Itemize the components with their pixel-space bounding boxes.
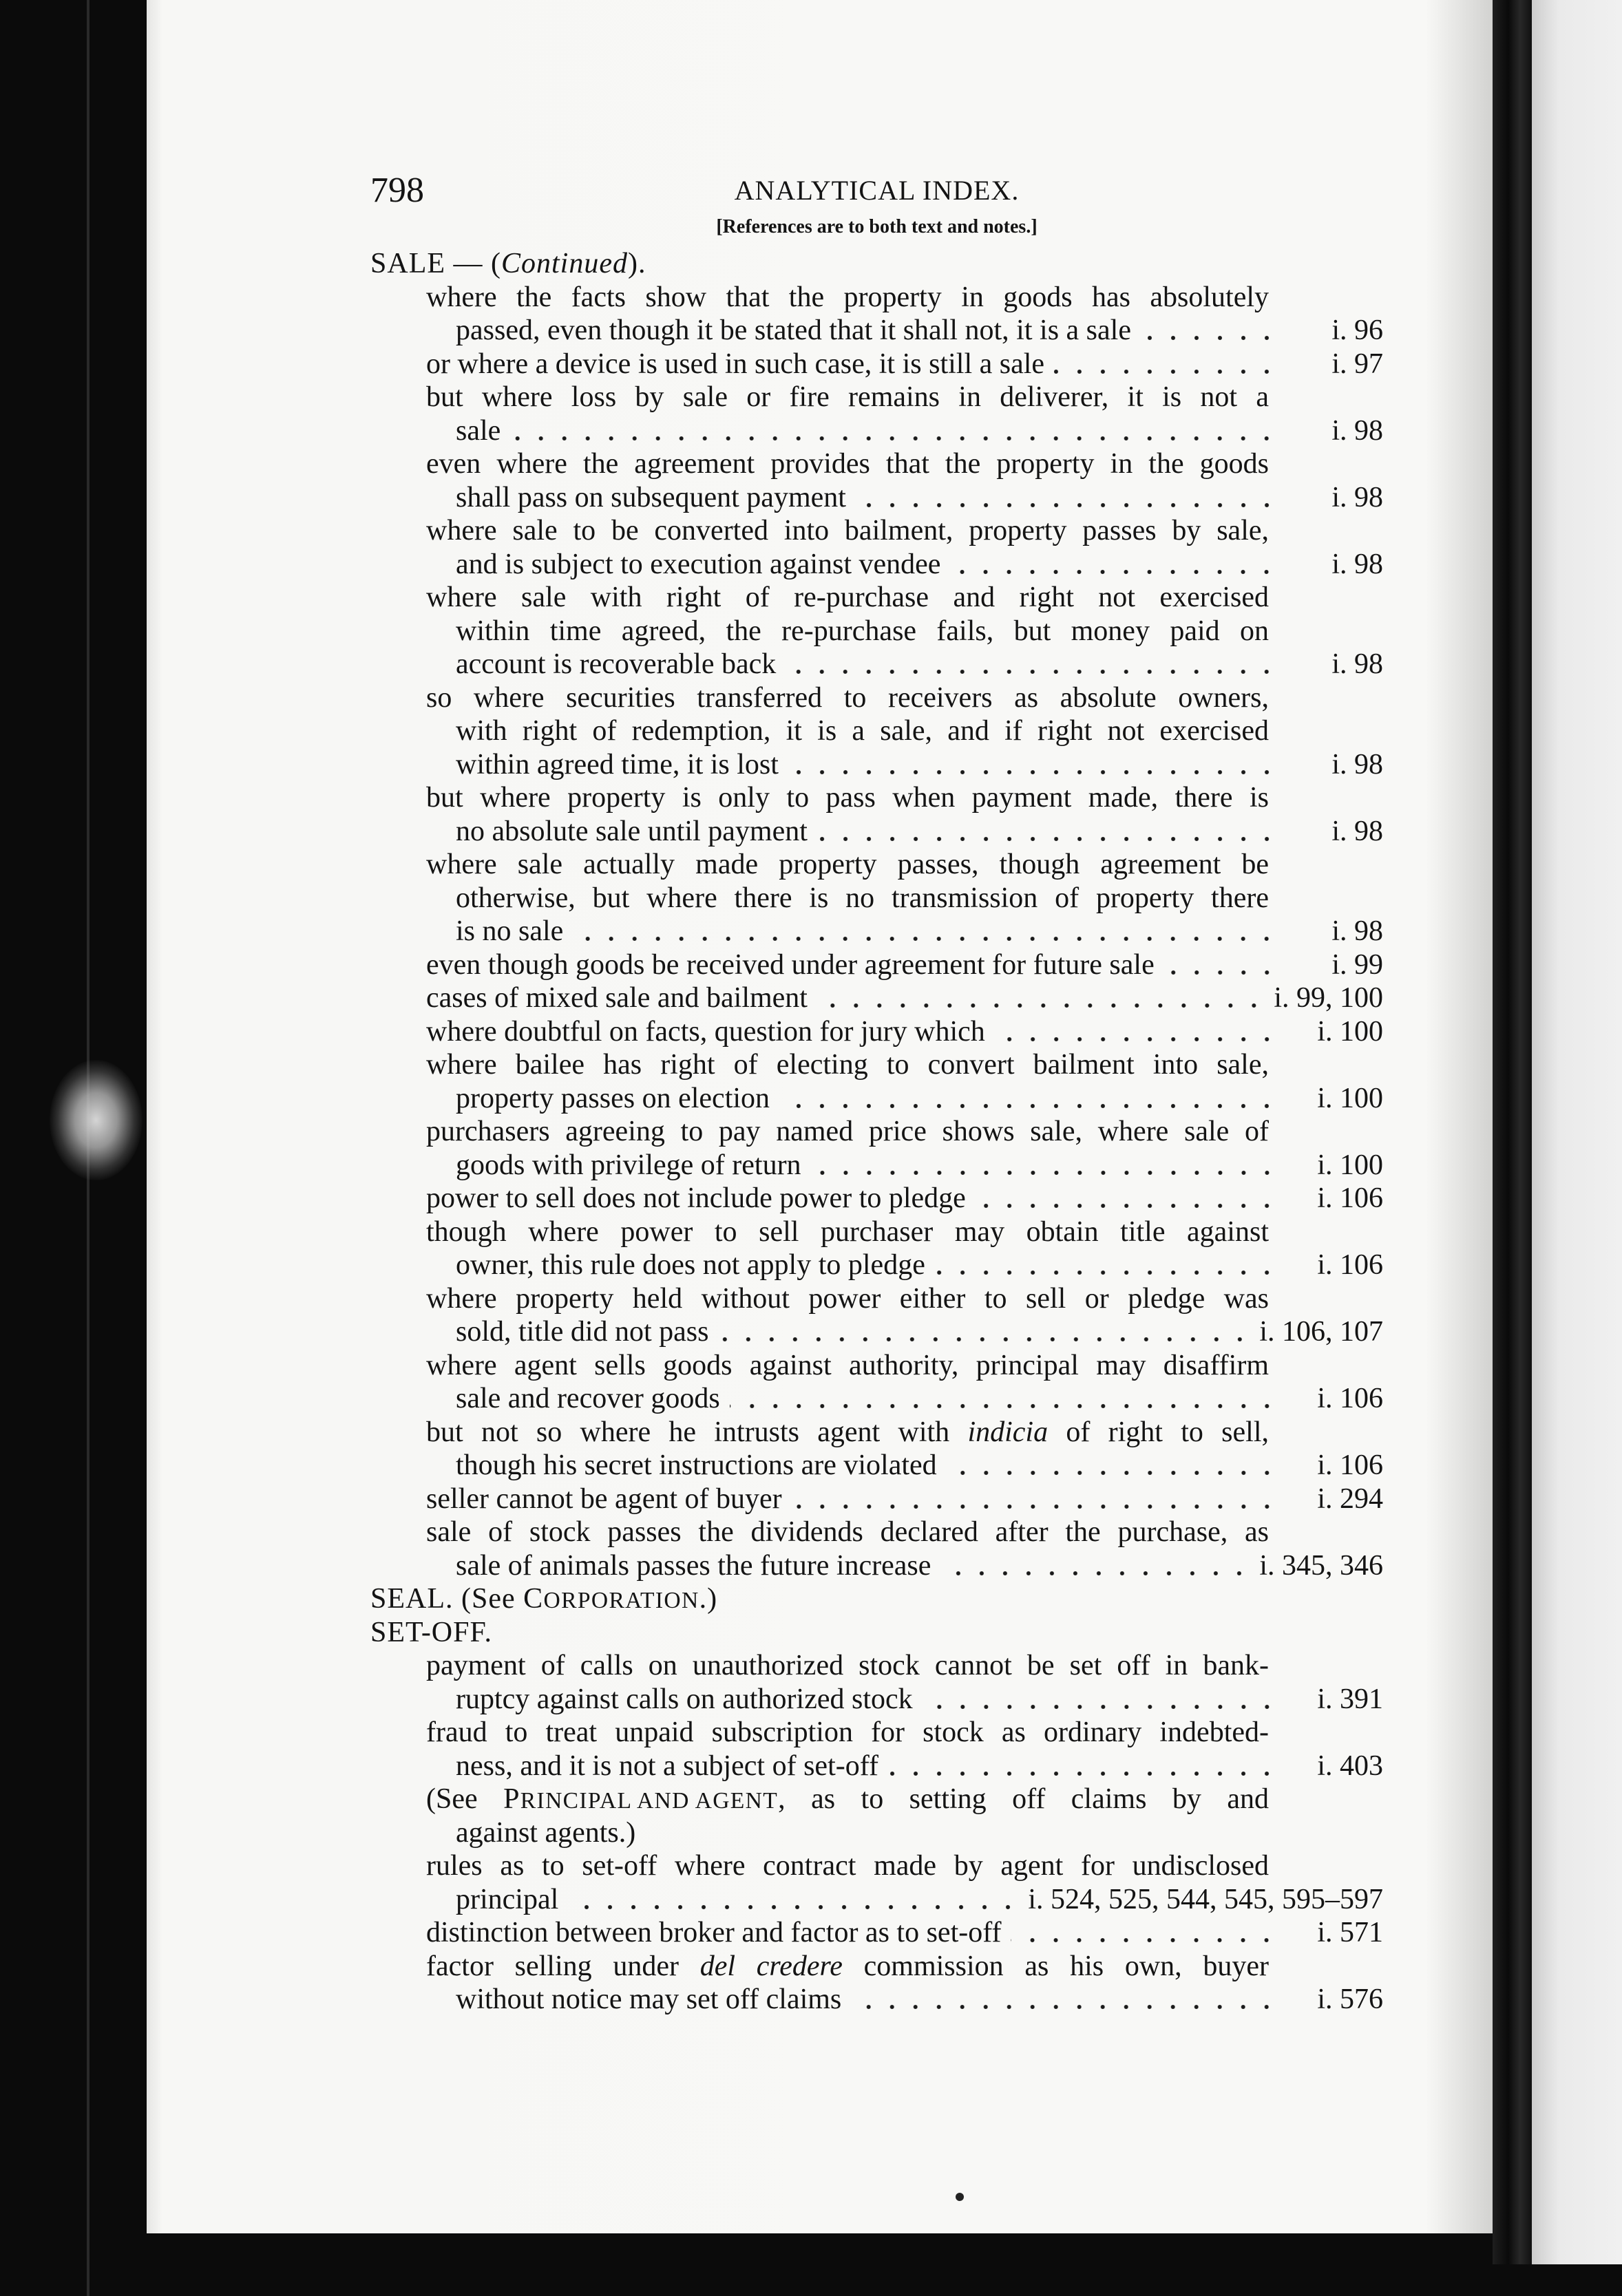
index-text: even though goods be received under agreement for future sale: [426, 948, 1155, 981]
dot-leader: [935, 1248, 1278, 1282]
index-text: within agreed time, it is lost: [456, 748, 779, 780]
index-text: fraud to treat unpaid subscription for stock as ordinary indebted-: [426, 1716, 1269, 1748]
index-entry-line: [370, 781, 1269, 815]
index-text: factor selling under: [426, 1950, 700, 1982]
entry-reference: i. 345, 346: [1259, 1549, 1383, 1582]
index-entry-line: [370, 1349, 1269, 1383]
index-heading: [370, 247, 1383, 281]
entry-text: [456, 1149, 801, 1182]
index-entry-line: [370, 281, 1269, 315]
dot-leader: [811, 1149, 1278, 1182]
entry-reference: i. 106: [1317, 1449, 1383, 1481]
entry-reference: i. 100: [1317, 1149, 1383, 1181]
index-entry-line: [370, 1015, 1383, 1049]
entry-text: [456, 414, 501, 448]
dot-leader: [995, 1015, 1278, 1049]
index-text: where the facts show that the property in goods has absolutely: [426, 281, 1269, 313]
index-text: ruptcy against calls on authorized stock: [456, 1683, 913, 1715]
index-entry-continuation: [370, 1382, 1383, 1416]
dot-leader: [1141, 314, 1278, 348]
index-text: otherwise, but where there is no transmission of property there: [456, 882, 1269, 914]
index-entry-continuation: [370, 1449, 1383, 1482]
index-text: cases of mixed sale and bailment: [426, 982, 808, 1014]
entry-text: [456, 1750, 878, 1783]
index-text: where sale actually made property passes, though agreement be: [426, 849, 1269, 880]
index-entry-line: [370, 1215, 1269, 1249]
index-entry-continuation: [370, 314, 1383, 348]
index-entry-line: [370, 1048, 1269, 1082]
index-text: property passes on election: [456, 1082, 770, 1114]
ink-speck: [956, 2193, 964, 2201]
index-entry-line: [370, 1115, 1269, 1149]
index-text: passed, even though it be stated that it shall not, it is a sale: [456, 315, 1131, 346]
index-text: sale of animals passes the future increase: [456, 1549, 931, 1582]
entry-text: [426, 1482, 782, 1516]
dot-leader: [573, 915, 1278, 948]
index-entry-continuation: [370, 615, 1269, 648]
dot-leader: [923, 1683, 1278, 1716]
entry-text: [456, 548, 940, 582]
index-entry-continuation: [370, 1883, 1383, 1917]
index-entry-line: [370, 681, 1269, 715]
dot-leader: [730, 1382, 1278, 1416]
index-text: is no sale: [456, 915, 564, 947]
index-entry-continuation: [370, 1549, 1383, 1583]
entry-text: [426, 981, 808, 1015]
index-entry-line: [370, 1916, 1383, 1950]
entry-text: [456, 748, 779, 782]
entry-text: [456, 314, 1131, 348]
entry-reference: i. 524, 525, 544, 545, 595–597: [1028, 1883, 1383, 1915]
entry-reference: i. 98: [1331, 815, 1383, 847]
index-text: though where power to sell purchaser may obtain title against: [426, 1215, 1269, 1248]
dot-leader: [888, 1750, 1278, 1783]
entry-reference: i. 97: [1331, 348, 1383, 380]
index-entry-line: [370, 447, 1269, 481]
entry-reference: i. 106, 107: [1259, 1316, 1383, 1348]
italic-text: del credere: [699, 1950, 843, 1982]
index-text: payment of calls on unauthorized stock cannot be set off in bank-: [426, 1650, 1269, 1681]
index-entry-continuation: [370, 815, 1383, 849]
index-text: ness, and it is not a subject of set-off: [456, 1750, 878, 1782]
index-text: (See: [426, 1783, 504, 1815]
entry-text: [456, 481, 846, 515]
italic-text: Continued: [501, 248, 628, 279]
entry-text: [456, 1983, 841, 2017]
entry-text: [456, 1883, 558, 1917]
index-text: where property held without power either to sell or pledge was: [426, 1282, 1269, 1315]
index-text: , as to setting off claims by and: [778, 1783, 1269, 1815]
index-text: sale of stock passes the dividends declared after the purchase, as: [426, 1516, 1269, 1548]
index-entry-line: [370, 848, 1269, 882]
entry-reference: i. 106: [1317, 1182, 1383, 1214]
dot-leader: [976, 1182, 1278, 1215]
entry-text: [426, 348, 1044, 381]
entry-reference: i. 106: [1317, 1383, 1383, 1414]
index-text: where bailee has right of electing to convert bailment into sale,: [426, 1049, 1269, 1081]
dot-leader: [792, 1482, 1278, 1516]
index-entry-continuation: [370, 1082, 1383, 1116]
entry-text: [456, 1082, 770, 1116]
index-entry-line: [370, 1783, 1269, 1816]
page-number: 798: [370, 171, 424, 210]
index-block: [370, 247, 1383, 2017]
entry-reference: i. 98: [1331, 915, 1383, 947]
reference-note: [References are to both text and notes.]: [716, 216, 1038, 237]
index-entry-line: [370, 1182, 1383, 1215]
dot-leader: [719, 1315, 1252, 1349]
index-entry-continuation: [370, 882, 1269, 915]
index-heading: [370, 1616, 1383, 1650]
index-text: sale and recover goods: [456, 1383, 720, 1414]
index-entry-continuation: [370, 1248, 1383, 1282]
entry-text: [456, 1683, 913, 1716]
index-entry-continuation: [370, 1315, 1383, 1349]
dot-leader: [1011, 1916, 1278, 1950]
index-text: even where the agreement provides that the property in the goods: [426, 448, 1269, 480]
index-text: .): [699, 1583, 718, 1615]
index-text: rules as to set-off where contract made by agent for undisclosed: [426, 1850, 1269, 1882]
italic-text: indicia: [967, 1416, 1049, 1448]
index-entry-continuation: [370, 1149, 1383, 1182]
index-text: purchasers agreeing to pay named price shows sale, where sale of: [426, 1116, 1269, 1147]
dot-leader: [1054, 348, 1278, 381]
adjacent-page-edge: [1532, 0, 1622, 2264]
entry-text: [426, 1015, 985, 1049]
index-text: within time agreed, the re-purchase fails, but money paid on: [456, 615, 1269, 647]
index-text: commission as his own, buyer: [842, 1950, 1269, 1982]
index-text: of right to sell,: [1048, 1416, 1269, 1448]
entry-text: [456, 1382, 720, 1416]
index-text: shall pass on subsequent payment: [456, 481, 846, 513]
entry-text: [426, 1182, 966, 1215]
index-entry-line: [370, 1849, 1269, 1883]
index-text: SEAL. (See: [370, 1583, 524, 1615]
dot-leader: [817, 815, 1278, 849]
index-text: distinction between broker and factor as to set-off: [426, 1917, 1002, 1948]
index-entry-line: [370, 581, 1269, 615]
entry-reference: i. 391: [1317, 1683, 1383, 1715]
index-text: SET-OFF.: [370, 1616, 492, 1648]
entry-text: [456, 648, 776, 681]
index-text: though his secret instructions are violated: [456, 1449, 937, 1481]
entry-reference: i. 98: [1331, 548, 1383, 580]
index-entry-continuation: [370, 915, 1383, 948]
index-heading: [370, 1582, 1383, 1616]
dot-leader: [947, 1449, 1278, 1482]
entry-reference: i. 571: [1317, 1917, 1383, 1948]
index-entry-continuation: [370, 1750, 1383, 1783]
index-entry-continuation: [370, 1683, 1383, 1716]
index-text: goods with privilege of return: [456, 1149, 801, 1181]
index-entry-continuation: [370, 648, 1383, 681]
dot-leader: [817, 981, 1265, 1015]
entry-reference: i. 576: [1317, 1984, 1383, 2015]
index-entry-line: [370, 948, 1383, 982]
index-entry-line: [370, 1716, 1269, 1750]
index-text: ).: [628, 248, 646, 279]
dot-leader: [856, 481, 1278, 515]
index-text: where agent sells goods against authority, principal may disaffirm: [426, 1349, 1269, 1381]
index-text: account is recoverable back: [456, 648, 777, 680]
index-entry-line: [370, 1516, 1269, 1549]
entry-text: [456, 1248, 925, 1282]
index-entry-continuation: [370, 548, 1383, 582]
entry-reference: i. 96: [1331, 315, 1383, 346]
index-text: where sale to be converted into bailment, property passes by sale,: [426, 515, 1269, 546]
entry-reference: i. 106: [1317, 1249, 1383, 1281]
dot-leader: [788, 748, 1278, 782]
entry-text: [456, 1449, 937, 1482]
index-entry-line: [370, 1482, 1383, 1516]
entry-reference: i. 98: [1331, 414, 1383, 447]
index-text: with right of redemption, it is a sale, and if right not exercised: [456, 715, 1269, 747]
index-text: sale: [456, 414, 501, 447]
entry-text: [456, 1549, 931, 1583]
film-blemish: [50, 1060, 143, 1180]
dot-leader: [786, 648, 1278, 681]
entry-reference: i. 294: [1317, 1482, 1383, 1515]
index-text: but where loss by sale or fire remains in deliverer, it is not a: [426, 381, 1269, 413]
index-text: or where a device is used in such case, it is still a sale: [426, 348, 1045, 380]
index-text: where doubtful on facts, question for jury which: [426, 1015, 985, 1048]
entry-reference: i. 100: [1317, 1082, 1383, 1114]
dot-leader: [510, 414, 1278, 448]
index-entry-continuation: [370, 1816, 1269, 1850]
index-text: no absolute sale until payment: [456, 815, 808, 847]
index-text: sold, title did not pass: [456, 1316, 709, 1348]
index-entry-line: [370, 348, 1383, 381]
small-caps-text: CORPORATION: [523, 1583, 699, 1615]
index-entry-line: [370, 1649, 1269, 1683]
index-text: against agents.): [456, 1816, 636, 1849]
dot-leader: [940, 1549, 1251, 1583]
index-entry-line: [370, 981, 1383, 1015]
index-entry-continuation: [370, 748, 1383, 782]
index-entry-line: [370, 1416, 1269, 1449]
index-text: without notice may set off claims: [456, 1984, 842, 2015]
entry-text: [456, 1315, 709, 1349]
entry-reference: i. 98: [1331, 648, 1383, 680]
entry-text: [426, 1916, 1001, 1950]
entry-reference: i. 99, 100: [1274, 982, 1383, 1014]
entry-reference: i. 98: [1331, 481, 1383, 513]
index-entry-continuation: [370, 414, 1383, 448]
index-entry-line: [370, 1282, 1269, 1316]
entry-text: [456, 915, 563, 948]
index-text: so where securities transferred to receivers as absolute owners,: [426, 681, 1269, 714]
index-text: seller cannot be agent of buyer: [426, 1482, 782, 1515]
index-text: but not so where he intrusts agent with: [426, 1416, 968, 1448]
index-entry-line: [370, 1950, 1269, 1984]
dot-leader: [950, 548, 1278, 582]
index-text: power to sell does not include power to pledge: [426, 1182, 966, 1214]
dot-leader: [1164, 948, 1278, 982]
dot-leader: [568, 1883, 1020, 1917]
dot-leader: [779, 1082, 1278, 1116]
entry-text: [456, 815, 808, 849]
index-text: SALE — (: [370, 248, 501, 279]
index-text: but where property is only to pass when payment made, there is: [426, 782, 1269, 814]
small-caps-text: PRINCIPAL AND AGENT: [503, 1783, 779, 1815]
entry-reference: i. 403: [1317, 1750, 1383, 1782]
index-entry-continuation: [370, 481, 1383, 515]
index-entry-continuation: [370, 714, 1269, 748]
index-entry-line: [370, 514, 1269, 548]
index-text: and is subject to execution against vendee: [456, 548, 941, 580]
entry-reference: i. 98: [1331, 748, 1383, 780]
entry-text: [426, 948, 1155, 982]
page-gutter-shadow: [1493, 0, 1532, 2264]
index-entry-continuation: [370, 1983, 1383, 2017]
index-text: principal: [456, 1883, 559, 1915]
dot-leader: [851, 1983, 1278, 2017]
entry-reference: i. 99: [1331, 948, 1383, 981]
index-text: where sale with right of re-purchase and right not exercised: [426, 582, 1269, 613]
index-entry-line: [370, 381, 1269, 414]
running-head: ANALYTICAL INDEX.: [734, 175, 1020, 206]
entry-reference: i. 100: [1317, 1015, 1383, 1048]
index-text: owner, this rule does not apply to pledge: [456, 1249, 925, 1281]
